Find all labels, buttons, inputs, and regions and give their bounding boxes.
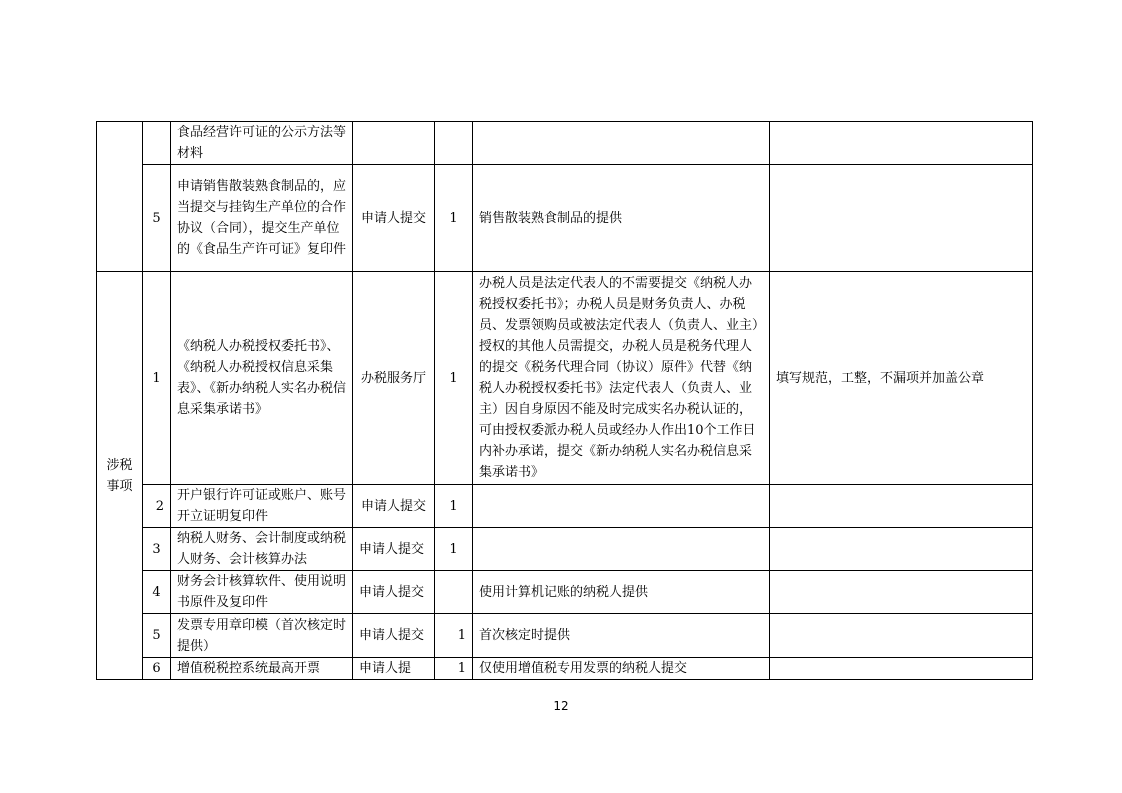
copies-cell: 1 <box>435 485 473 528</box>
row-number: 2 <box>143 485 171 528</box>
table-row <box>97 658 1033 680</box>
copies-cell: 1 <box>435 658 473 680</box>
source-cell <box>353 122 435 165</box>
row-number: 5 <box>143 614 171 658</box>
copies-cell: 1 <box>435 528 473 571</box>
source-cell: 申请人提 <box>353 658 435 680</box>
copies-cell: 1 <box>435 614 473 658</box>
source-cell: 申请人提交 <box>353 528 435 571</box>
row-number: 5 <box>143 165 171 272</box>
notes-cell: 首次核定时提供 <box>473 614 770 658</box>
copies-cell <box>435 571 473 614</box>
material-cell: 财务会计核算软件、使用说明书原件及复印件 <box>171 571 353 614</box>
material-cell: 纳税人财务、会计制度或纳税人财务、会计核算办法 <box>171 528 353 571</box>
notes-cell <box>473 528 770 571</box>
notes-cell: 仅使用增值税专用发票的纳税人提交 <box>473 658 770 680</box>
notes-cell <box>473 122 770 165</box>
row-number: 4 <box>143 571 171 614</box>
notes-cell: 办税人员是法定代表人的不需要提交《纳税人办税授权委托书》；办税人员是财务负责人、办税员、发票领购员或被法定代表人（负责人、业主）授权的其他人员需提交，办税人员是税务代理人的提交《税务代理合同（协议）原件》代替《纳税人办税授权委托书》法定代表人（负责人、业主）因自身原因不能及时完成实名办税认证的，可由授权委派办税人员或经办人作出10个工作日内补办承诺，提交《新办纳税人实名办税信息采集承诺书》 <box>473 272 770 485</box>
row-number: 3 <box>143 528 171 571</box>
row-number: 1 <box>143 272 171 485</box>
table-row <box>97 122 1033 165</box>
notes-cell <box>473 485 770 528</box>
material-cell: 食品经营许可证的公示方法等材料 <box>171 122 353 165</box>
requirements-cell <box>770 122 1033 165</box>
table-row <box>97 528 1033 571</box>
notes-cell: 使用计算机记账的纳税人提供 <box>473 571 770 614</box>
material-cell: 《纳税人办税授权委托书》、《纳税人办税授权信息采集表》、《新办纳税人实名办税信息采集承诺书》 <box>171 272 353 485</box>
table-row <box>97 272 1033 485</box>
material-cell: 增值税税控系统最高开票 <box>171 658 353 680</box>
source-cell: 办税服务厅 <box>353 272 435 485</box>
source-cell: 申请人提交 <box>353 571 435 614</box>
row-number <box>143 122 171 165</box>
materials-table <box>96 121 1033 680</box>
material-cell: 申请销售散装熟食制品的，应当提交与挂钩生产单位的合作协议（合同），提交生产单位的《食品生产许可证》复印件 <box>171 165 353 272</box>
source-cell: 申请人提交 <box>353 614 435 658</box>
table-row <box>97 614 1033 658</box>
requirements-cell <box>770 528 1033 571</box>
copies-cell: 1 <box>435 272 473 485</box>
table-row <box>97 485 1033 528</box>
requirements-cell <box>770 165 1033 272</box>
material-cell: 发票专用章印模（首次核定时提供） <box>171 614 353 658</box>
table-row <box>97 165 1033 272</box>
page-number: 12 <box>553 699 569 713</box>
source-cell: 申请人提交 <box>353 485 435 528</box>
requirements-cell: 填写规范，工整，不漏项并加盖公章 <box>770 272 1033 485</box>
requirements-cell <box>770 614 1033 658</box>
copies-cell <box>435 122 473 165</box>
row-number: 6 <box>143 658 171 680</box>
requirements-cell <box>770 571 1033 614</box>
notes-cell: 销售散装熟食制品的提供 <box>473 165 770 272</box>
requirements-cell <box>770 485 1033 528</box>
category-cell <box>97 122 143 272</box>
copies-cell: 1 <box>435 165 473 272</box>
material-cell: 开户银行许可证或账户、账号开立证明复印件 <box>171 485 353 528</box>
requirements-cell <box>770 658 1033 680</box>
table-row <box>97 571 1033 614</box>
source-cell: 申请人提交 <box>353 165 435 272</box>
category-cell: 涉税事项 <box>97 272 143 680</box>
